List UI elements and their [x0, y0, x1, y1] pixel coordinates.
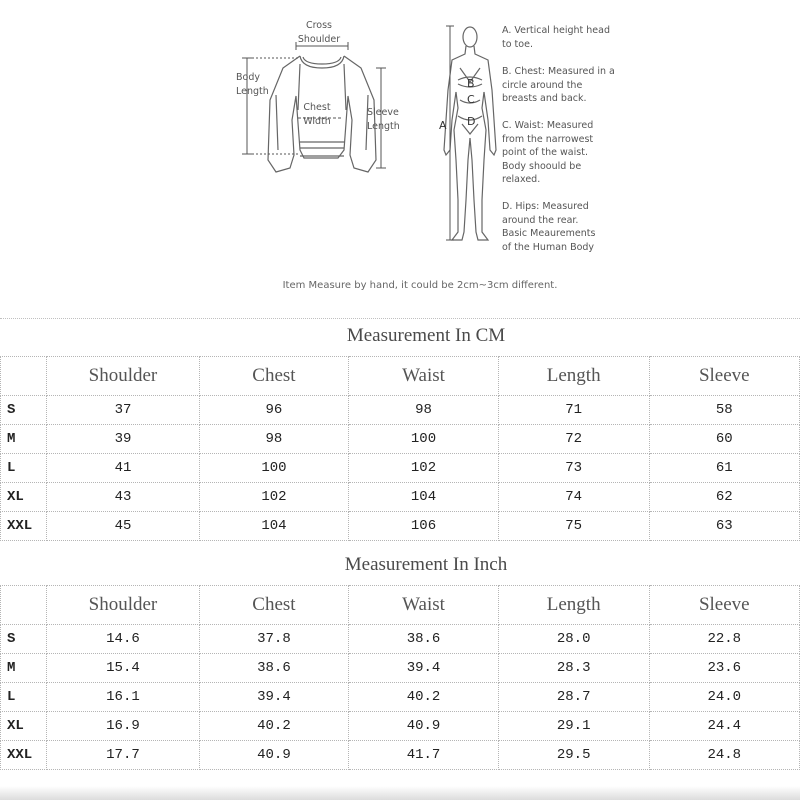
- table-cell: 104: [199, 512, 349, 541]
- table-row: [1, 512, 800, 541]
- column-header-shoulder: Shoulder: [47, 586, 199, 625]
- body-length-label: Body Length: [236, 72, 269, 97]
- table-cell: 16.1: [47, 683, 199, 712]
- table-cell: 41.7: [349, 741, 499, 770]
- table-header-row: [1, 357, 800, 396]
- table-cell: 39: [47, 425, 199, 454]
- table-cell: 28.7: [498, 683, 649, 712]
- table-cell: 39.4: [199, 683, 349, 712]
- size-label: XXL: [1, 741, 47, 770]
- table-cell: 29.1: [498, 712, 649, 741]
- table-cell: 28.0: [498, 625, 649, 654]
- cross-shoulder-label: Cross Shoulder: [297, 20, 341, 45]
- table-cell: 24.4: [649, 712, 799, 741]
- table-cell: 72: [498, 425, 649, 454]
- garment-sketch: [0, 0, 800, 300]
- table-cell: 40.2: [199, 712, 349, 741]
- table-cell: 63: [649, 512, 799, 541]
- table-cell: 17.7: [47, 741, 199, 770]
- table-row: [1, 396, 800, 425]
- measurement-note: Item Measure by hand, it could be 2cm~3cm different.: [282, 280, 558, 291]
- table-cell: 71: [498, 396, 649, 425]
- table-cell: 37: [47, 396, 199, 425]
- table-cell: 98: [349, 396, 499, 425]
- column-header-sleeve: Sleeve: [649, 357, 799, 396]
- letter-c: C: [467, 93, 475, 106]
- table-cell: 58: [649, 396, 799, 425]
- inch-size-table: [0, 585, 800, 770]
- divider: [0, 318, 800, 319]
- table-header-row: [1, 586, 800, 625]
- table-row: [1, 425, 800, 454]
- table-row: [1, 712, 800, 741]
- table-cell: 28.3: [498, 654, 649, 683]
- table-cell: 45: [47, 512, 199, 541]
- body-figure: [444, 27, 496, 240]
- column-header-waist: Waist: [349, 586, 499, 625]
- table-cell: 15.4: [47, 654, 199, 683]
- letter-a: A: [439, 119, 447, 132]
- table-cell: 73: [498, 454, 649, 483]
- size-label: S: [1, 396, 47, 425]
- table-cell: 24.0: [649, 683, 799, 712]
- table-cell: 61: [649, 454, 799, 483]
- table-cell: 100: [349, 425, 499, 454]
- table-cell: 104: [349, 483, 499, 512]
- table-cell: 100: [199, 454, 349, 483]
- table-cell: 98: [199, 425, 349, 454]
- table-cell: 106: [349, 512, 499, 541]
- letter-d: D: [467, 115, 476, 128]
- size-header-cell: [1, 586, 47, 625]
- description-c: C. Waist: Measured from the narrowest point of the waist. Body shoould be relaxed.: [502, 120, 594, 185]
- chest-width-label: Chest Width: [303, 102, 331, 127]
- table-cell: 38.6: [199, 654, 349, 683]
- table-cell: 40.2: [349, 683, 499, 712]
- table-cell: 38.6: [349, 625, 499, 654]
- size-label: L: [1, 454, 47, 483]
- column-header-shoulder: Shoulder: [47, 357, 199, 396]
- sleeve-length-label: Sleeve Length: [367, 107, 400, 132]
- table-row: [1, 741, 800, 770]
- table-row: [1, 683, 800, 712]
- table-cell: 22.8: [649, 625, 799, 654]
- description-d: D. Hips: Measured around the rear. Basic Meaurements of the Human Body: [502, 201, 596, 253]
- column-header-length: Length: [498, 586, 649, 625]
- table-row: [1, 654, 800, 683]
- table-cell: 16.9: [47, 712, 199, 741]
- size-label: L: [1, 683, 47, 712]
- table-cell: 14.6: [47, 625, 199, 654]
- table-cell: 39.4: [349, 654, 499, 683]
- table-cell: 24.8: [649, 741, 799, 770]
- inch-table-title: Measurement In Inch: [344, 554, 508, 575]
- column-header-chest: Chest: [199, 357, 349, 396]
- table-cell: 40.9: [199, 741, 349, 770]
- column-header-length: Length: [498, 357, 649, 396]
- size-label: M: [1, 654, 47, 683]
- letter-b: B: [467, 77, 475, 90]
- table-cell: 41: [47, 454, 199, 483]
- measurement-diagram: [0, 0, 800, 300]
- table-cell: 102: [349, 454, 499, 483]
- size-header-cell: [1, 357, 47, 396]
- table-cell: 60: [649, 425, 799, 454]
- description-a: A. Vertical height head to toe.: [502, 25, 610, 50]
- table-row: [1, 625, 800, 654]
- table-cell: 23.6: [649, 654, 799, 683]
- table-cell: 75: [498, 512, 649, 541]
- table-cell: 74: [498, 483, 649, 512]
- table-cell: 102: [199, 483, 349, 512]
- table-cell: 37.8: [199, 625, 349, 654]
- column-header-chest: Chest: [199, 586, 349, 625]
- cm-table-title: Measurement In CM: [346, 325, 506, 346]
- column-header-waist: Waist: [349, 357, 499, 396]
- size-label: S: [1, 625, 47, 654]
- size-label: XL: [1, 712, 47, 741]
- bottom-edge: [0, 786, 800, 800]
- table-row: [1, 483, 800, 512]
- description-b: B. Chest: Measured in a circle around the breasts and back.: [502, 66, 615, 104]
- table-cell: 29.5: [498, 741, 649, 770]
- table-cell: 96: [199, 396, 349, 425]
- column-header-sleeve: Sleeve: [649, 586, 799, 625]
- table-cell: 43: [47, 483, 199, 512]
- table-row: [1, 454, 800, 483]
- size-label: XXL: [1, 512, 47, 541]
- size-label: M: [1, 425, 47, 454]
- cm-size-table: [0, 356, 800, 541]
- table-cell: 62: [649, 483, 799, 512]
- table-cell: 40.9: [349, 712, 499, 741]
- size-label: XL: [1, 483, 47, 512]
